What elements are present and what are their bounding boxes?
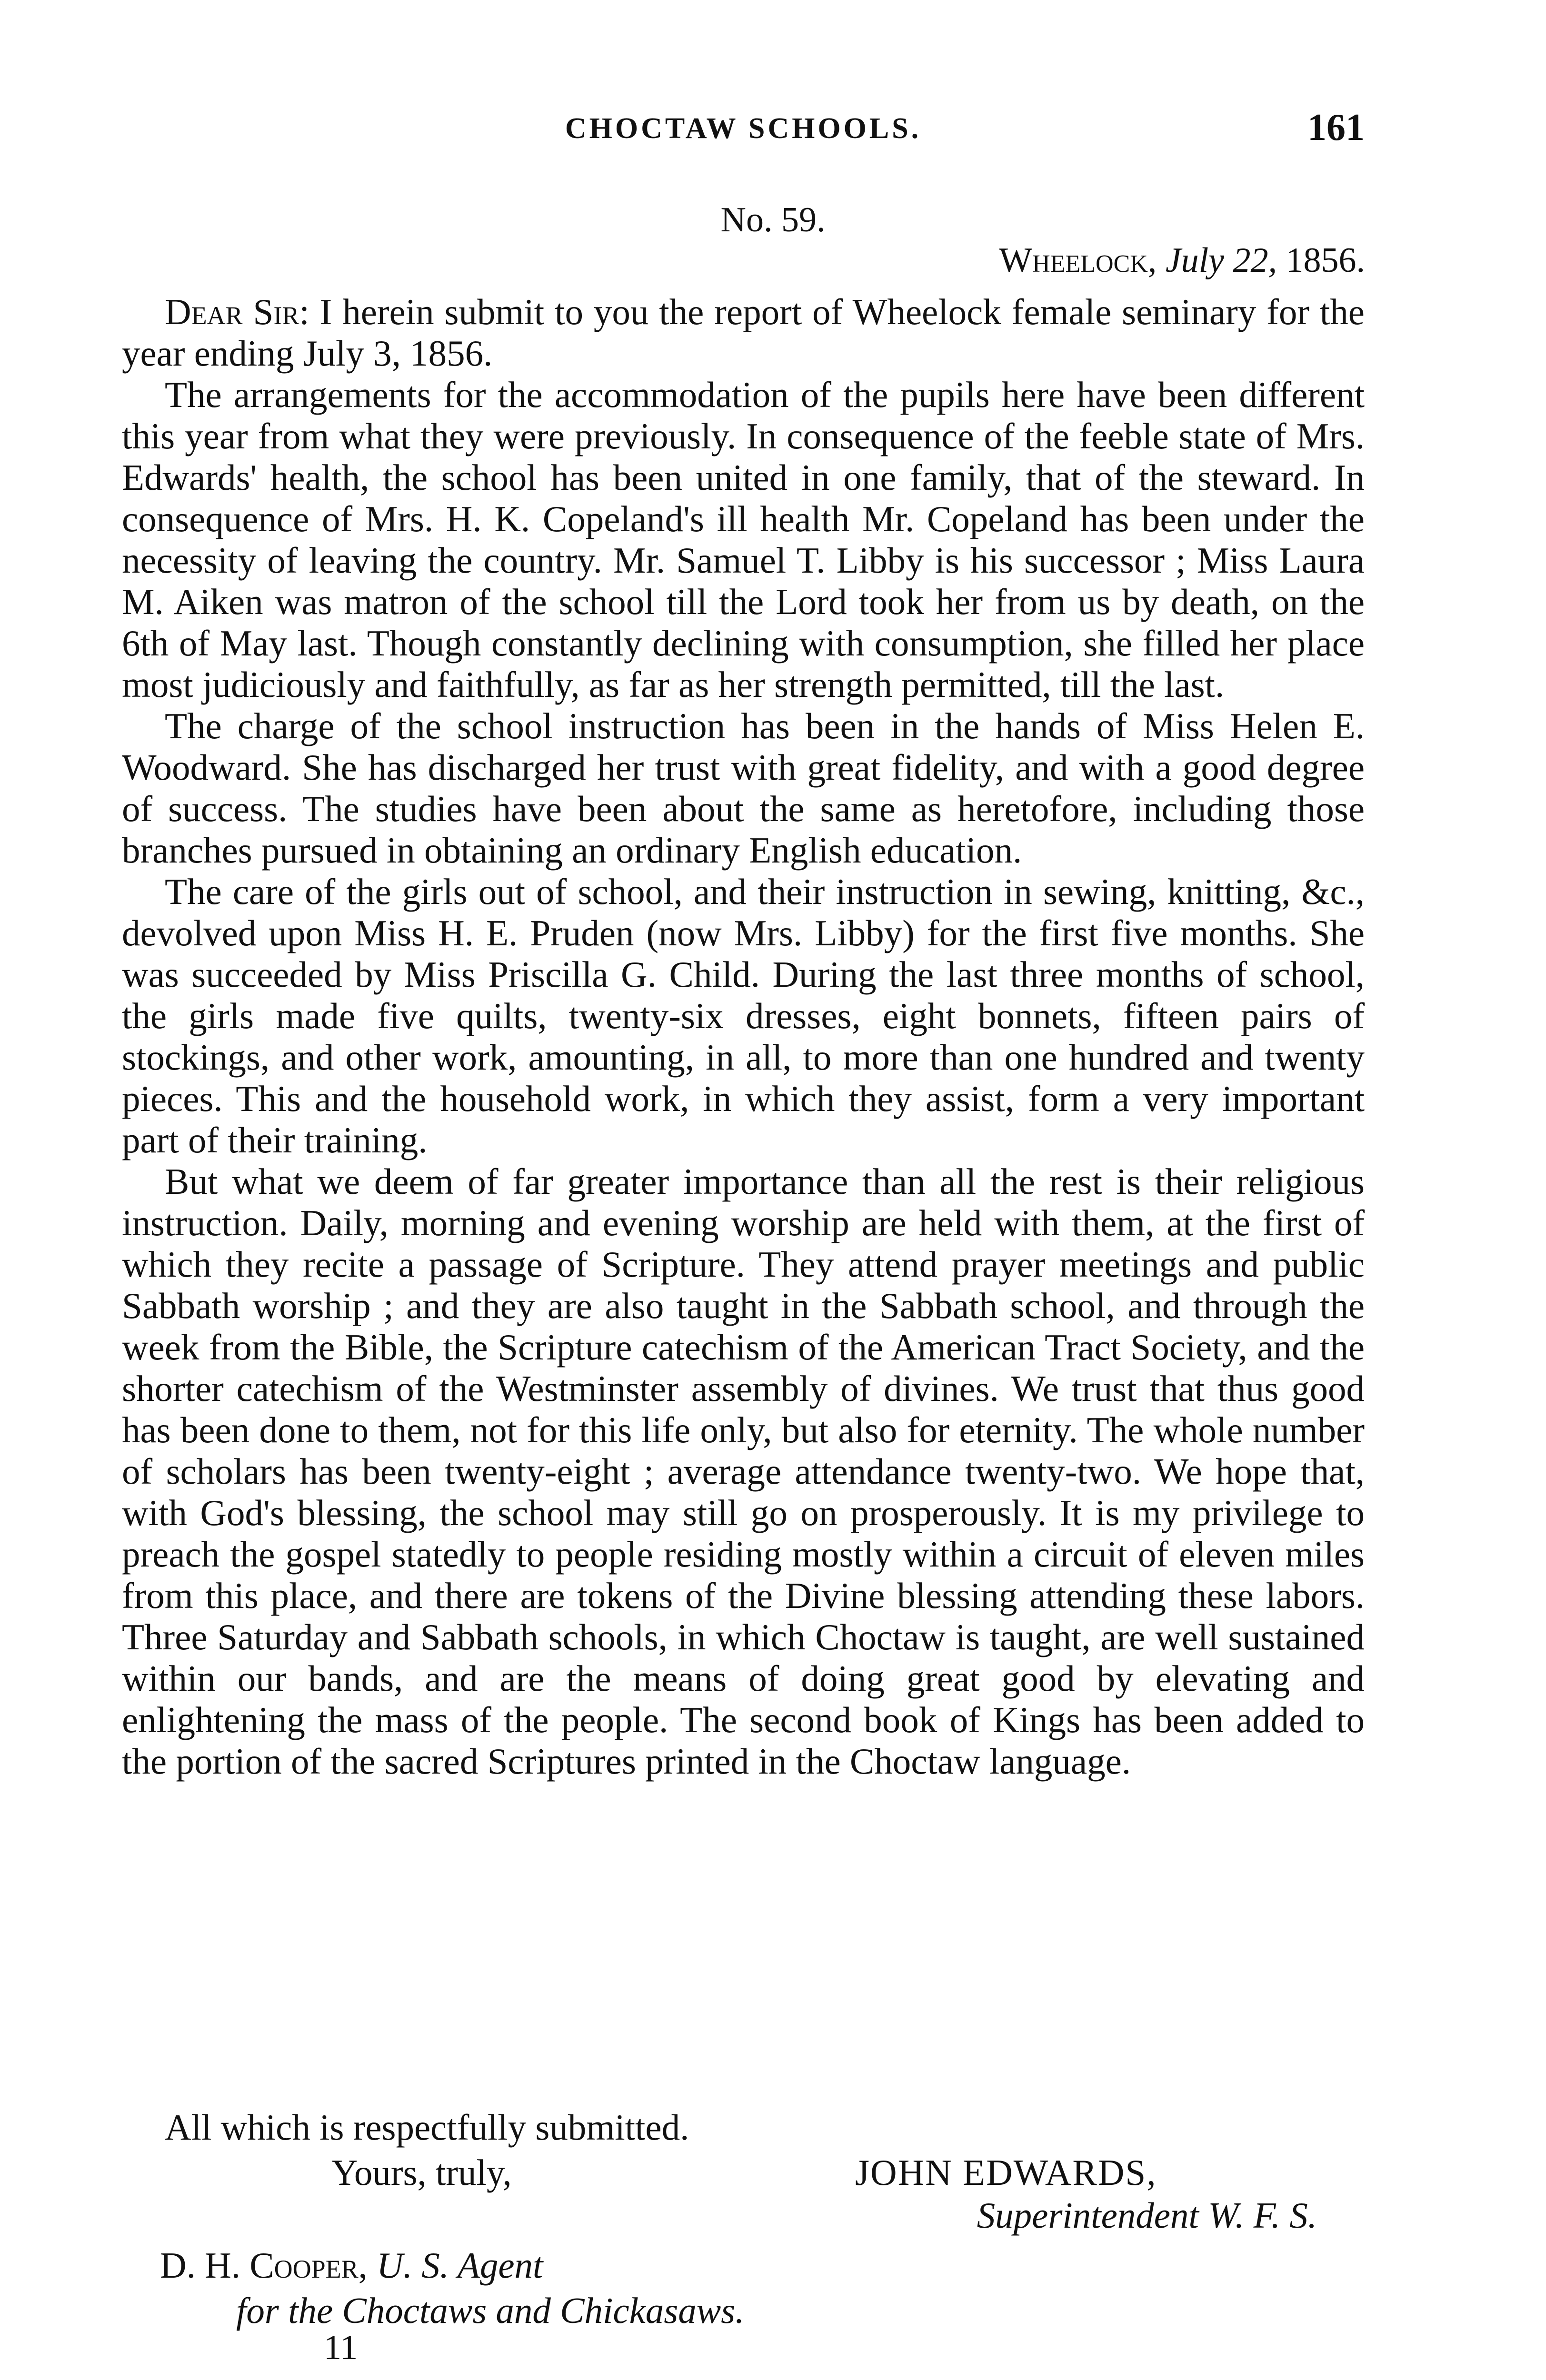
paragraph-opening xyxy=(122,291,1365,374)
letter-body xyxy=(122,291,1365,1782)
dateline-month-day: July 22, xyxy=(1165,241,1277,280)
document-number: No. 59. xyxy=(720,200,826,239)
addressee-name: D. H. Cooper, xyxy=(160,2245,368,2286)
addressee-role: U. S. Agent xyxy=(377,2245,543,2286)
signer-title: Superintendent W. F. S. xyxy=(977,2195,1317,2236)
addressee-line xyxy=(122,2244,1365,2287)
complimentary-close: Yours, truly, xyxy=(331,2152,512,2193)
paragraph: The arrangements for the accommodation of the pupils here have been different this year from what they were previously. In consequence of the feeble state of Mrs. Edwards' health, the school has been united in one family, that of the steward. In consequence of Mrs. H. K. Copeland's ill health Mr. Copeland has been under the necessity of leaving the country. Mr. Samuel T. Libby is his successor ; Miss Laura M. Aiken was matron of the school till the Lord took her from us by death, on the 6th of May last. Though constantly declining with consumption, she filled her place most judiciously and faithfully, as far as her strength permitted, till the last. xyxy=(122,374,1365,705)
addressee-line-2 xyxy=(122,2290,1365,2332)
page-number: 161 xyxy=(1307,107,1365,149)
paragraph: The care of the girls out of school, and their instruction in sewing, knitting, &c., devolved upon Miss H. E. Pruden (now Mrs. Libby) for the first five months. She was succeeded by Miss Priscilla G. Child. During the last three months of school, the girls made five quilts, twenty-six dresses, eight bonnets, fifteen pairs of stockings, and other work, amounting, in all, to more than one hundred and twenty pieces. This and the household work, in which they assist, form a very important part of their training. xyxy=(122,871,1365,1160)
signature-mark: 11 xyxy=(324,2328,358,2367)
signer-title-line xyxy=(122,2194,1365,2237)
dateline-year: 1856. xyxy=(1286,241,1365,280)
running-head xyxy=(122,107,1365,164)
paragraph: But what we deem of far greater importance than all the rest is their religious instruction. Daily, morning and evening worship are held with them, at the first of which they recite a passage of Scripture. They attend prayer meetings and public Sabbath worship ; and they are also taught in the Sabbath school, and through the week from the Bible, the Scripture catechism of the American Tract Society, and the shorter catechism of the Westminster assembly of divines. We trust that thus good has been done to them, not for this life only, but also for eternity. The whole number of scholars has been twenty-eight ; average attendance twenty-two. We hope that, with God's blessing, the school may still go on prosperously. It is my privilege to preach the gospel statedly to people residing mostly within a circuit of eleven miles from this place, and there are tokens of the Divine blessing attending these labors. Three Saturday and Sabbath schools, in which Choctaw is taught, are well sustained within our bands, and are the means of doing great good by elevating and enlightening the mass of the people. The second book of Kings has been added to the portion of the sacred Scriptures printed in the Choctaw language. xyxy=(122,1161,1365,1782)
paragraph: The charge of the school instruction has been in the hands of Miss Helen E. Woodward. She has discharged her trust with great fidelity, and with a good degree of success. The studies have been about the same as heretofore, including those branches pursued in obtaining an ordinary English education. xyxy=(122,705,1365,871)
dateline-place: Wheelock, xyxy=(999,241,1157,280)
dateline xyxy=(999,240,1365,281)
signature-line xyxy=(122,2152,1365,2194)
paragraph-text: : I herein submit to you the report of Wheelock female seminary for the year ending July 3, 1856. xyxy=(122,291,1365,374)
addressee xyxy=(160,2244,543,2287)
addressee-tribes: for the Choctaws and Chickasaws. xyxy=(236,2290,745,2331)
running-title: CHOCTAW SCHOOLS. xyxy=(565,112,922,145)
salutation: Dear Sir xyxy=(165,291,299,332)
signer-name: JOHN EDWARDS, xyxy=(855,2152,1157,2193)
submission-text: All which is respectfully submitted. xyxy=(165,2107,689,2148)
